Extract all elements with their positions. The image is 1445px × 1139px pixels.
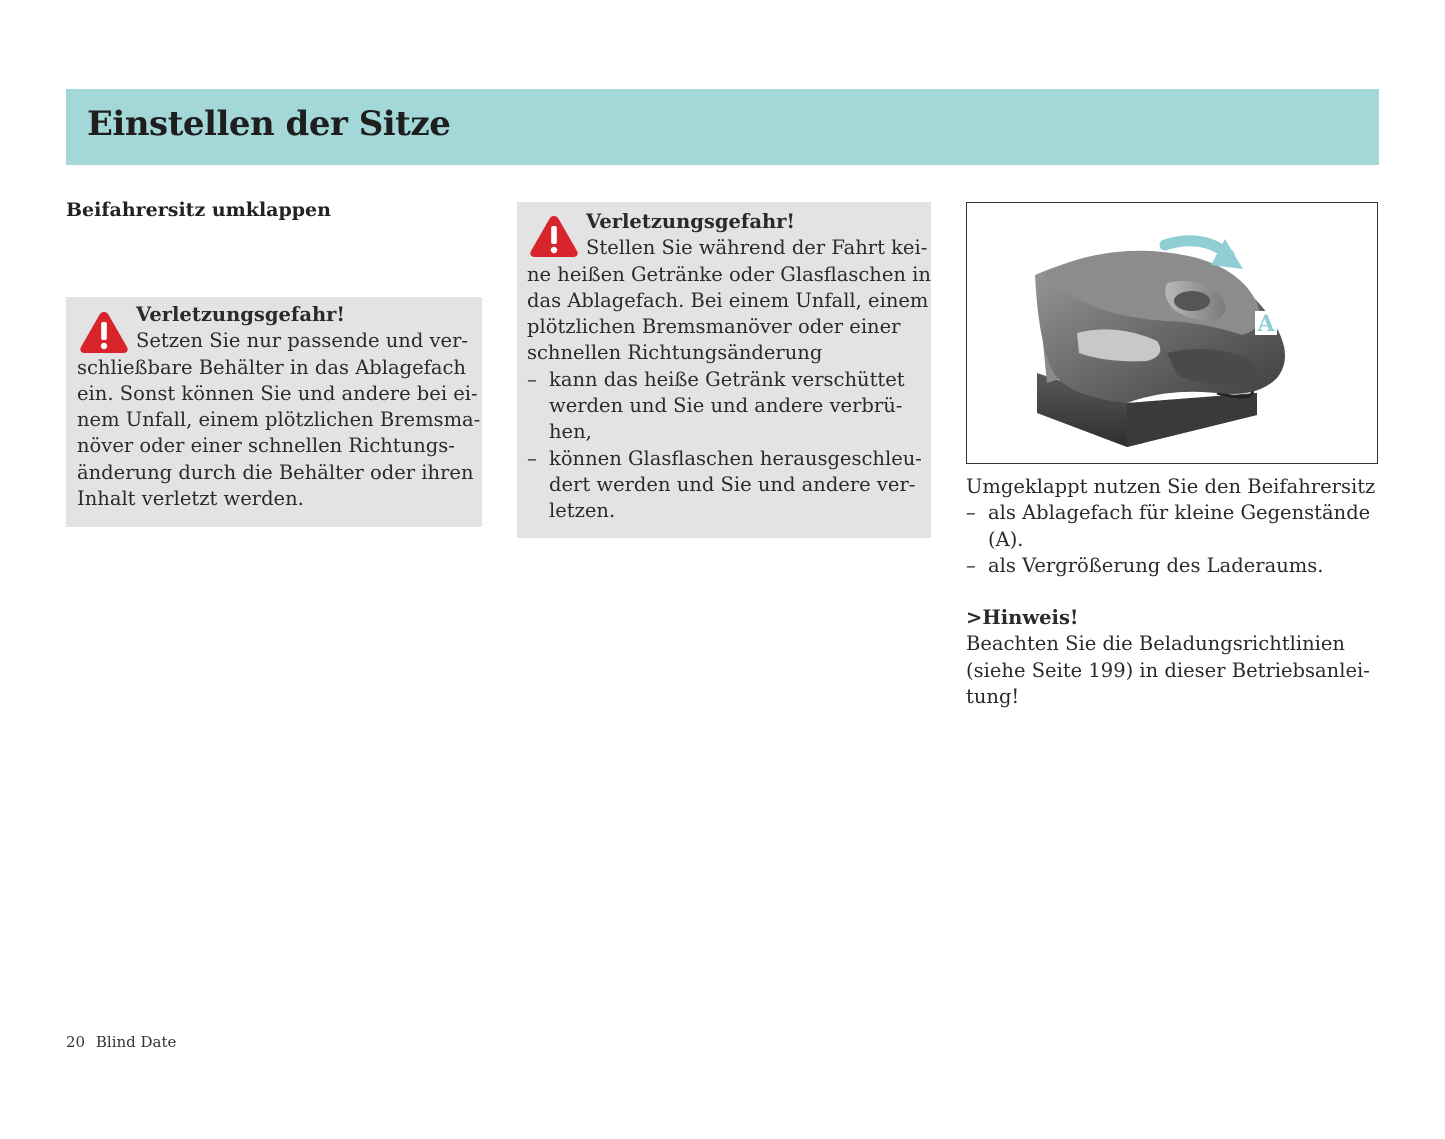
bullet-dash: – xyxy=(527,367,537,391)
warning-text-line: növer oder einer schnellen Richtungs- xyxy=(77,434,455,458)
warning-title: Verletzungsgefahr! xyxy=(136,303,345,326)
bullet-text: werden und Sie und andere verbrü- xyxy=(549,394,903,418)
warning-text-line: ne heißen Getränke oder Glasflaschen in xyxy=(527,262,931,286)
list-item xyxy=(966,500,1386,526)
bullet-text: letzen. xyxy=(549,499,616,523)
bullet-text: als Vergrößerung des Laderaums. xyxy=(988,553,1324,577)
spacer xyxy=(966,579,1386,605)
page-title: Einstellen der Sitze xyxy=(87,104,451,144)
bullet-text: (A). xyxy=(988,527,1024,551)
footer-section-title: Blind Date xyxy=(95,1033,177,1051)
page-number: 20 xyxy=(66,1033,86,1051)
bullet-text: als Ablagefach für kleine Gegenstände xyxy=(988,501,1371,525)
page-footer xyxy=(66,1033,182,1051)
bullet-dash: – xyxy=(966,501,976,525)
bullet-dash: – xyxy=(966,553,976,577)
bullet-text: kann das heiße Getränk verschüttet xyxy=(549,367,905,391)
warning-text-line: ein. Sonst können Sie und andere bei ei- xyxy=(77,381,478,405)
warning-text-line: Inhalt verletzt werden. xyxy=(77,487,304,511)
figure-label-a: A xyxy=(1257,311,1275,337)
warning-bullet xyxy=(527,446,931,472)
warning-text-line: Setzen Sie nur passende und ver- xyxy=(136,329,468,353)
bullet-text: dert werden und Sie und andere ver- xyxy=(549,472,916,496)
warning-triangle-icon xyxy=(528,213,580,259)
hint-title: >Hinweis! xyxy=(966,606,1079,630)
hint-text-line: (siehe Seite 199) in dieser Betriebsanlei- xyxy=(966,658,1370,682)
warning-text-line: schließbare Behälter in das Ablagefach xyxy=(77,355,466,379)
warning-bullet xyxy=(527,367,931,393)
right-column-text xyxy=(966,474,1386,710)
folded-seat-illustration xyxy=(967,203,1377,463)
warning-triangle-icon xyxy=(78,309,130,355)
warning-box-left xyxy=(66,297,482,527)
warning-text-line: änderung durch die Behälter oder ihren xyxy=(77,460,474,484)
hint-text-line: Beachten Sie die Beladungsrichtlinien xyxy=(966,632,1345,656)
warning-box-middle xyxy=(517,202,931,538)
bullet-dash: – xyxy=(527,446,537,470)
warning-text-line: Stellen Sie während der Fahrt kei- xyxy=(586,236,928,260)
warning-text-line: schnellen Richtungsänderung xyxy=(527,341,823,365)
warning-text-line: plötzlichen Bremsmanöver oder einer xyxy=(527,315,901,339)
section-subheading: Beifahrersitz umklappen xyxy=(66,199,331,221)
warning-text-line: nem Unfall, einem plötzlichen Bremsma- xyxy=(77,408,481,432)
intro-text: Umgeklappt nutzen Sie den Beifahrersitz xyxy=(966,475,1376,498)
header-band xyxy=(66,89,1379,165)
bullet-text: hen, xyxy=(549,420,592,444)
warning-text-line: das Ablagefach. Bei einem Unfall, einem xyxy=(527,288,929,312)
warning-title: Verletzungsgefahr! xyxy=(586,210,795,233)
seat-figure xyxy=(966,202,1378,464)
bullet-text: können Glasflaschen herausgeschleu- xyxy=(549,446,922,470)
list-item xyxy=(966,553,1386,579)
hint-text-line: tung! xyxy=(966,685,1020,709)
